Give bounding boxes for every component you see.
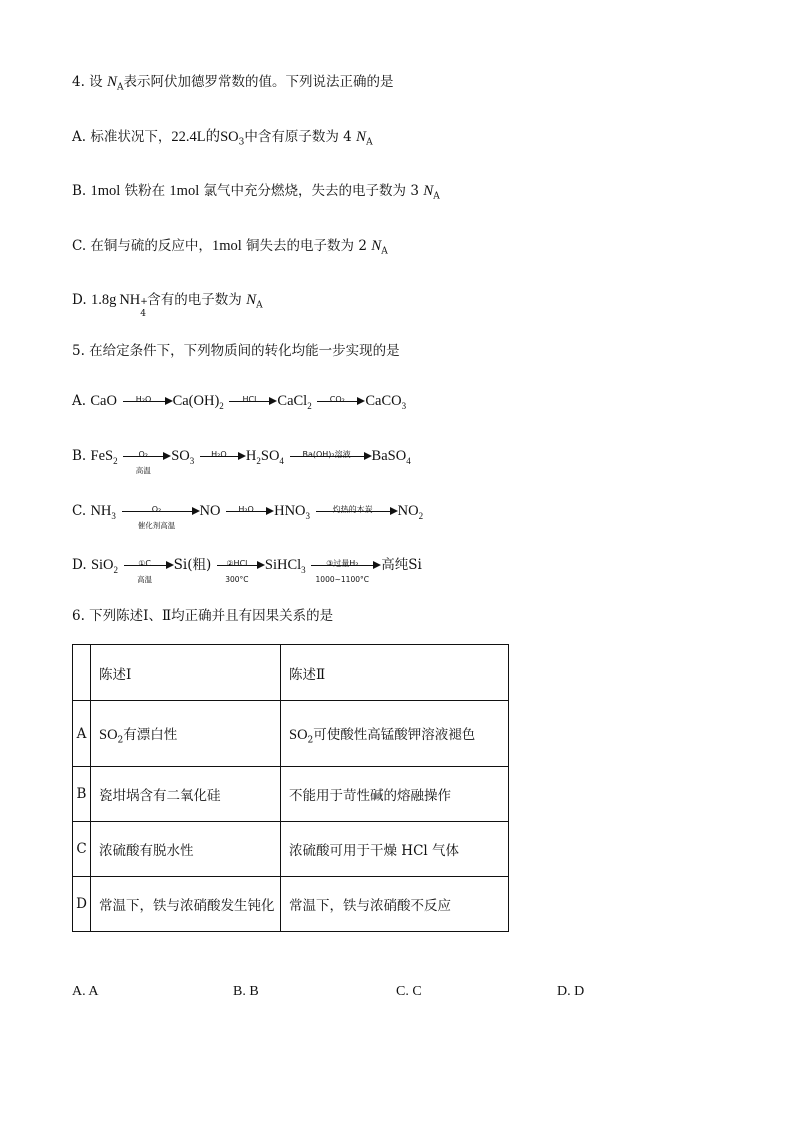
q5-option-a[interactable] [72,391,406,411]
baso4-formula: BaSO [371,448,407,464]
statement-text: 可使酸性高锰酸钾溶液褪色 [313,727,476,743]
statement-2-cell: 浓硫酸可用于干燥 HCl 气体 [281,822,509,877]
q4-b-text2: 氯气中充分燃烧，失去的电子数为 3 [199,183,419,199]
no2-formula: NO [397,503,419,519]
formula-subscript: 2 [113,564,119,575]
table-row [73,701,509,767]
table-header-empty [73,645,91,701]
answer-choice-d[interactable]: D. D [557,984,585,999]
na-subscript: A [366,137,373,148]
hno3-formula: HNO [274,503,306,519]
na-subscript: A [433,191,440,202]
arrow-condition: O₂ [138,450,148,460]
formula-subscript: 2 [418,510,424,521]
table-row [73,822,509,877]
crude-si: Si(粗) [173,557,212,573]
statement-1-cell: 浓硫酸有脱水性 [91,822,281,877]
arrow-condition: CO₂ [329,395,345,405]
q4-a-text: 中含有原子数为 4 [244,129,352,145]
formula-subscript: 2 [117,735,124,746]
statement-1-cell: 常温下，铁与浓硝酸发生钝化 [91,877,281,932]
formula-subscript: 2 [256,455,261,466]
q4-d-mass: 1.8g [90,292,117,308]
na-symbol: N [356,129,367,145]
cao-formula: CaO [90,393,117,409]
q4-d-text: 含有的电子数为 [147,292,247,308]
cacl2-formula: CaCl [277,393,308,409]
q5-stem: 5. 在给定条件下，下列物质间的转化均能一步实现的是 [72,343,400,359]
q4-a-label: A. 标准状况下， [72,129,172,145]
table-row [73,767,509,822]
so3-subscript: 3 [238,137,245,148]
row-key: C [73,822,91,877]
fes2-formula: FeS [90,448,114,464]
arrow-condition: H₂O [238,505,254,515]
reaction-arrow [200,450,244,460]
formula-subscript: 2 [219,400,224,411]
nh4-formula: NH [119,292,141,308]
na-subscript: A [116,82,124,93]
reaction-arrow [226,505,272,515]
reaction-arrow [316,505,396,515]
so2-formula: SO [99,727,118,743]
formula-subscript: 3 [301,564,306,575]
formula-subscript: 4 [279,455,284,466]
q4-option-a[interactable] [72,127,373,147]
arrow-condition: ②HCl [226,559,248,569]
pure-si: 高纯Si [381,557,422,573]
formula-subscript: 3 [189,455,195,466]
q4-b-label: B. [72,183,91,199]
q4-a-volume: 22.4L的 [171,129,221,145]
reaction-arrow [122,505,198,531]
statement-1-cell [91,701,281,767]
row-key: D [73,877,91,932]
formula-subscript: 2 [307,735,314,746]
so3-formula: SO [171,448,190,464]
reaction-arrow [229,395,275,405]
table-header-statement-1: 陈述Ⅰ [91,645,281,701]
table-row [73,877,509,932]
nh3-formula: NH [90,503,112,519]
arrow-condition-below: 高温 [137,575,153,585]
statement-2-cell: 不能用于苛性碱的熔融操作 [281,767,509,822]
no-formula: NO [199,503,221,519]
reaction-arrow [123,450,169,476]
arrow-condition: H₂O [211,450,227,460]
q5-option-d[interactable] [72,555,422,585]
q4-stem-prefix: 4. 设 [72,74,107,90]
row-key: A [73,701,91,767]
arrow-condition: HCl [242,395,257,405]
answer-choice-c[interactable]: C. C [396,984,422,999]
arrow-condition-below: 1000~1100°C [315,575,369,585]
q5-c-label: C. [72,503,91,519]
arrow-condition: H₂O [135,395,152,405]
so2-formula: SO [289,727,308,743]
formula-subscript: 2 [307,400,312,411]
na-subscript: A [381,246,388,257]
q5-a-label: A. [72,393,91,409]
na-symbol: N [246,292,257,308]
table-header-statement-2: 陈述Ⅱ [281,645,509,701]
table-header-row [73,645,509,701]
statement-text: 有漂白性 [123,727,178,743]
q4-stem [72,72,393,92]
q4-option-b[interactable] [72,181,440,201]
row-key: B [73,767,91,822]
reaction-arrow [217,559,263,585]
q4-c-label: C. 在铜与硫的反应中， [72,238,212,254]
reaction-arrow [123,395,171,405]
h2so4-formula-part: SO [260,448,280,464]
reaction-arrow [290,450,370,460]
na-symbol: N [106,74,117,90]
arrow-condition: ③过量H₂ [326,559,359,569]
sio2-formula: SiO [90,557,114,573]
answer-choice-b[interactable]: B. B [233,984,259,999]
arrow-condition: Ba(OH)₂溶液 [302,450,351,460]
arrow-condition-below: 高温 [135,466,151,476]
arrow-condition: 灼热的木炭 [332,505,373,515]
q4-b-text1: 铁粉在 [120,183,170,199]
q4-b-amount1: 1mol [90,183,121,199]
q4-option-d[interactable]: D. 1.8g NH + 4 含有的电子数为 $N_A$ [72,292,263,319]
arrow-condition: ①C [138,559,152,569]
q6-stem: 6. 下列陈述Ⅰ、Ⅱ均正确并且有因果关系的是 [72,608,334,624]
na-symbol: N [423,183,434,199]
statement-2-cell [281,701,509,767]
arrow-condition-below: 催化剂高温 [137,521,176,531]
arrow-condition: O₂ [151,505,162,515]
q4-stem-suffix: 表示阿伏加德罗常数的值。下列说法正确的是 [123,74,394,90]
reaction-arrow [311,559,379,585]
formula-subscript: 3 [401,400,407,411]
formula-subscript: 3 [111,510,116,521]
caoh2-formula: Ca(OH) [172,393,220,409]
reaction-arrow [317,395,363,405]
answer-choice-a[interactable]: A. A [72,984,99,999]
formula-subscript: 3 [305,510,311,521]
q4-c-amount: 1mol [211,238,242,254]
statement-1-cell: 瓷坩埚含有二氧化硅 [91,767,281,822]
q5-option-b[interactable] [72,446,411,476]
formula-subscript: 2 [113,455,118,466]
q5-option-c[interactable] [72,501,424,531]
arrow-condition-below: 300°C [225,575,249,585]
statement-2-cell: 常温下，铁与浓硝酸不反应 [281,877,509,932]
q4-d-label: D. [72,292,91,308]
q5-b-label: B. [72,448,91,464]
sihcl3-formula: SiHCl [264,557,302,573]
q6-table [72,644,509,932]
na-subscript: A [256,300,263,311]
so3-formula: SO [220,129,239,145]
q4-c-text: 铜失去的电子数为 2 [241,238,367,254]
na-symbol: N [371,238,382,254]
caco3-formula: CaCO [365,393,402,409]
reaction-arrow [124,559,172,585]
q5-d-label: D. [72,557,91,573]
h2so4-formula: H [245,448,257,464]
q4-b-amount2: 1mol [169,183,200,199]
formula-subscript: 4 [406,455,411,466]
q4-option-c[interactable] [72,236,388,256]
